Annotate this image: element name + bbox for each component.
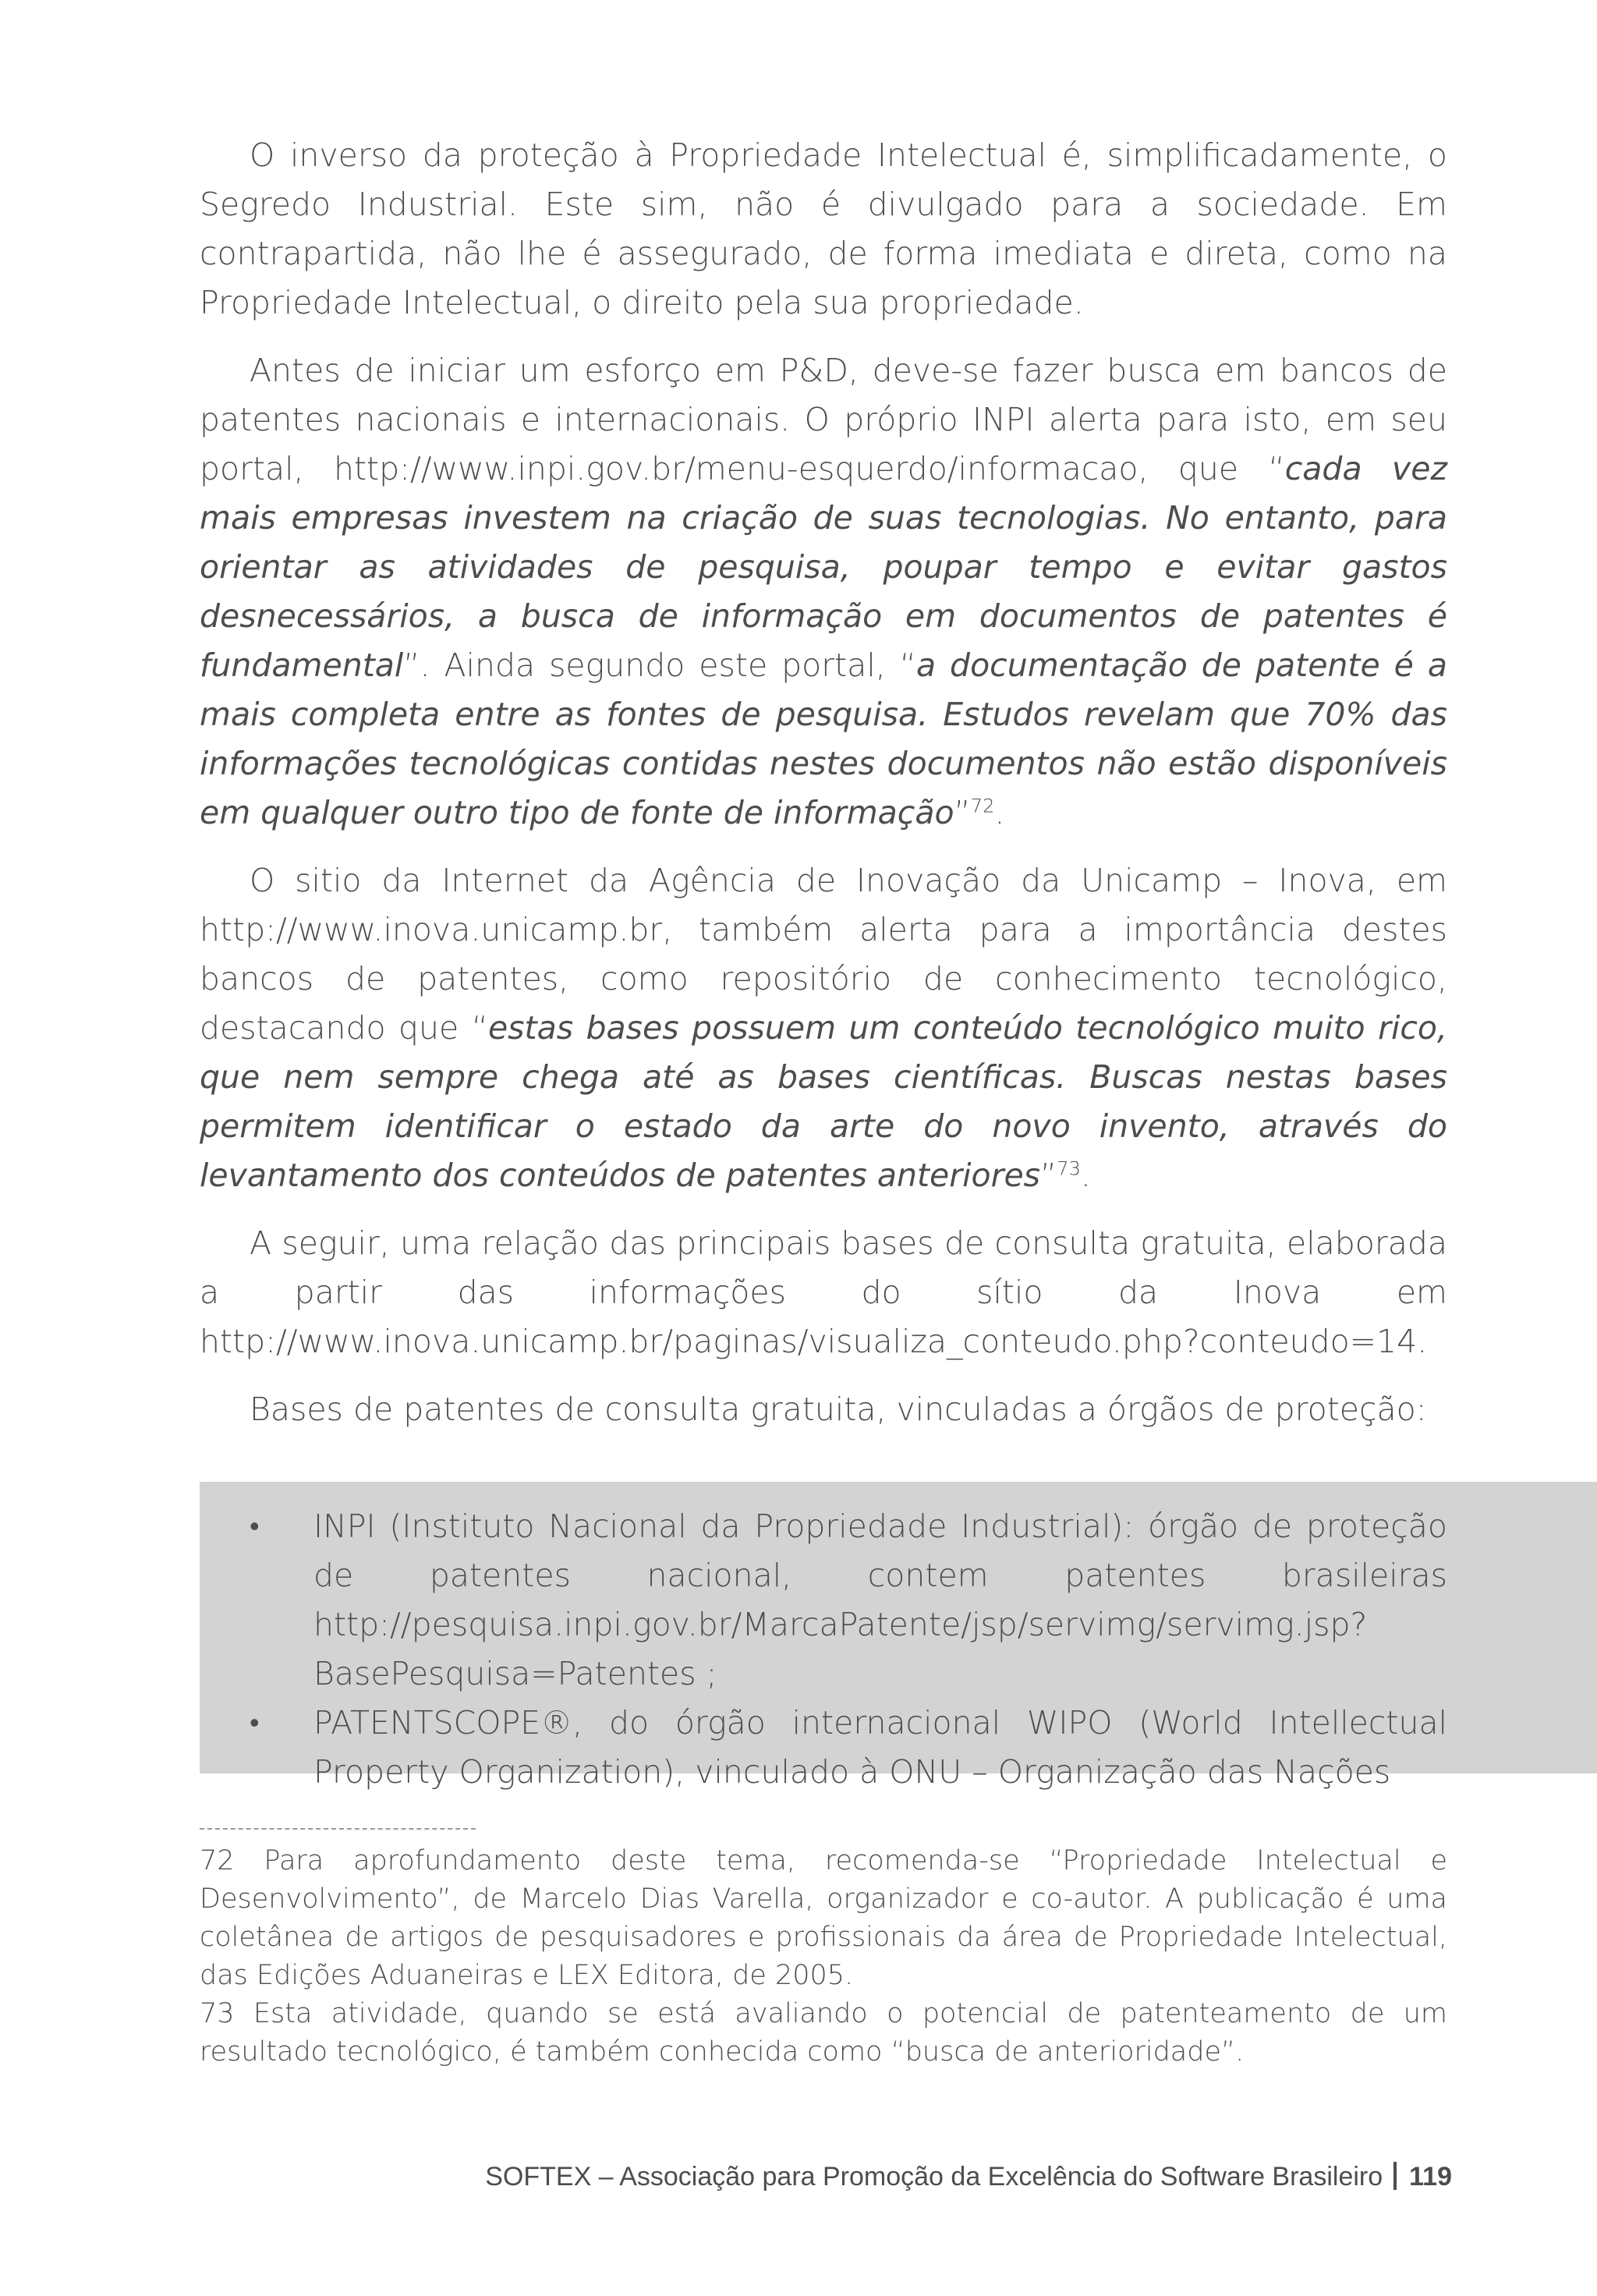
bullet-icon: •: [250, 1707, 260, 1739]
paragraph-text: A seguir, uma relação das principais bases de consulta gratuita, elaborada a partir das informações do sítio da Inova em http://www.inova.unicamp.br/paginas/visualiza_conteudo.php?conteudo=14.: [200, 1224, 1447, 1360]
paragraph-text: ”: [954, 794, 971, 831]
list-item-text: PATENTSCOPE®, do órgão internacional WIPO (World Intellectual Property Organization), vinculado à ONU – Organização das Nações: [313, 1704, 1447, 1791]
highlight-box: [200, 1482, 1597, 1791]
footer-text: SOFTEX – Associação para Promoção da Excelência do Software Brasileiro: [485, 2162, 1383, 2191]
footnotes: [200, 1828, 1447, 2071]
footnote-73: 73 Esta atividade, quando se está avaliando o potencial de patenteamento de um resultado tecnológico, é também conhecida como “busca de anterioridade”.: [200, 1998, 1447, 2067]
paragraph-text: ”: [1040, 1157, 1057, 1194]
paragraph-text: O sitio da Internet da Agência de Inovação da Unicamp – Inova, em http://www.inova.unicamp.br, também alerta para a importância destes bancos de patentes, como repositório de conhecimento tecnológico, destacando que “: [200, 862, 1447, 1047]
quote-text: a documentação de patente é a mais completa entre as fontes de pesquisa. Estudos revelam que 70% das informações tecnológicas contidas nestes documentos não estão disponíveis em qualquer outro tipo de fonte de informação: [200, 647, 1447, 831]
paragraph-3: [200, 856, 1447, 1200]
paragraph-text: Antes de iniciar um esforço em P&D, deve-se fazer busca em bancos de patentes nacionais e internacionais. O próprio INPI alerta para isto, em seu portal, http://www.inpi.gov.br/menu-esquerdo/informacao, que “: [200, 352, 1447, 487]
paragraph-text: ”. Ainda segundo este portal, “: [403, 647, 916, 684]
body-text: [200, 131, 1447, 1453]
paragraph-2: [200, 346, 1447, 838]
paragraph-1: [200, 131, 1447, 328]
paragraph-4: [200, 1219, 1447, 1366]
footer-separator: [1393, 2162, 1397, 2190]
footnote-ref-72[interactable]: 72: [970, 795, 995, 817]
paragraph-text: .: [994, 794, 1005, 831]
quote-text: cada vez mais empresas investem na criação de suas tecnologias. No entanto, para orientar as atividades de pesquisa, poupar tempo e evitar gastos desnecessários, a busca de informação em documentos de patentes é fundamental: [200, 450, 1447, 684]
paragraph-5: [200, 1385, 1447, 1434]
footnote-72: 72 Para aprofundamento deste tema, recomenda-se “Propriedade Intelectual e Desenvolvimento”, de Marcelo Dias Varella, organizador e co-autor. A publicação é uma coletânea de artigos de pesquisadores e profissionais da área de Propriedade Intelectual, das Edições Aduaneiras e LEX Editora, de 2005.: [200, 1845, 1447, 1991]
footnote-divider: [200, 1828, 476, 1830]
page-number: 119: [1409, 2162, 1452, 2191]
list-item-text: INPI (Instituto Nacional da Propriedade Industrial): órgão de proteção de patentes nacional, contem patentes brasileiras http://pesquisa.inpi.gov.br/MarcaPatente/jsp/servimg/servimg.jsp?BasePesquisa=Patentes ;: [313, 1508, 1447, 1692]
footnote-ref-73[interactable]: 73: [1057, 1157, 1081, 1180]
list-item: [200, 1699, 1447, 1797]
paragraph-text: .: [1080, 1157, 1091, 1194]
patent-bases-list: [200, 1482, 1447, 1797]
bullet-icon: •: [250, 1511, 260, 1543]
paragraph-text: Bases de patentes de consulta gratuita, vinculadas a órgãos de proteção:: [250, 1391, 1427, 1428]
paragraph-text: O inverso da proteção à Propriedade Intelectual é, simplificadamente, o Segredo Industrial. Este sim, não é divulgado para a sociedade. Em contrapartida, não lhe é assegurado, de forma imediata e direta, como na Propriedade Intelectual, o direito pela sua propriedade.: [200, 136, 1447, 321]
list-item: [200, 1502, 1447, 1699]
page-footer: [485, 2162, 1452, 2192]
quote-text: estas bases possuem um conteúdo tecnológico muito rico, que nem sempre chega até as bases científicas. Buscas nestas bases permitem identificar o estado da arte do novo invento, através do levantamento dos conteúdos de patentes anteriores: [200, 1009, 1447, 1194]
